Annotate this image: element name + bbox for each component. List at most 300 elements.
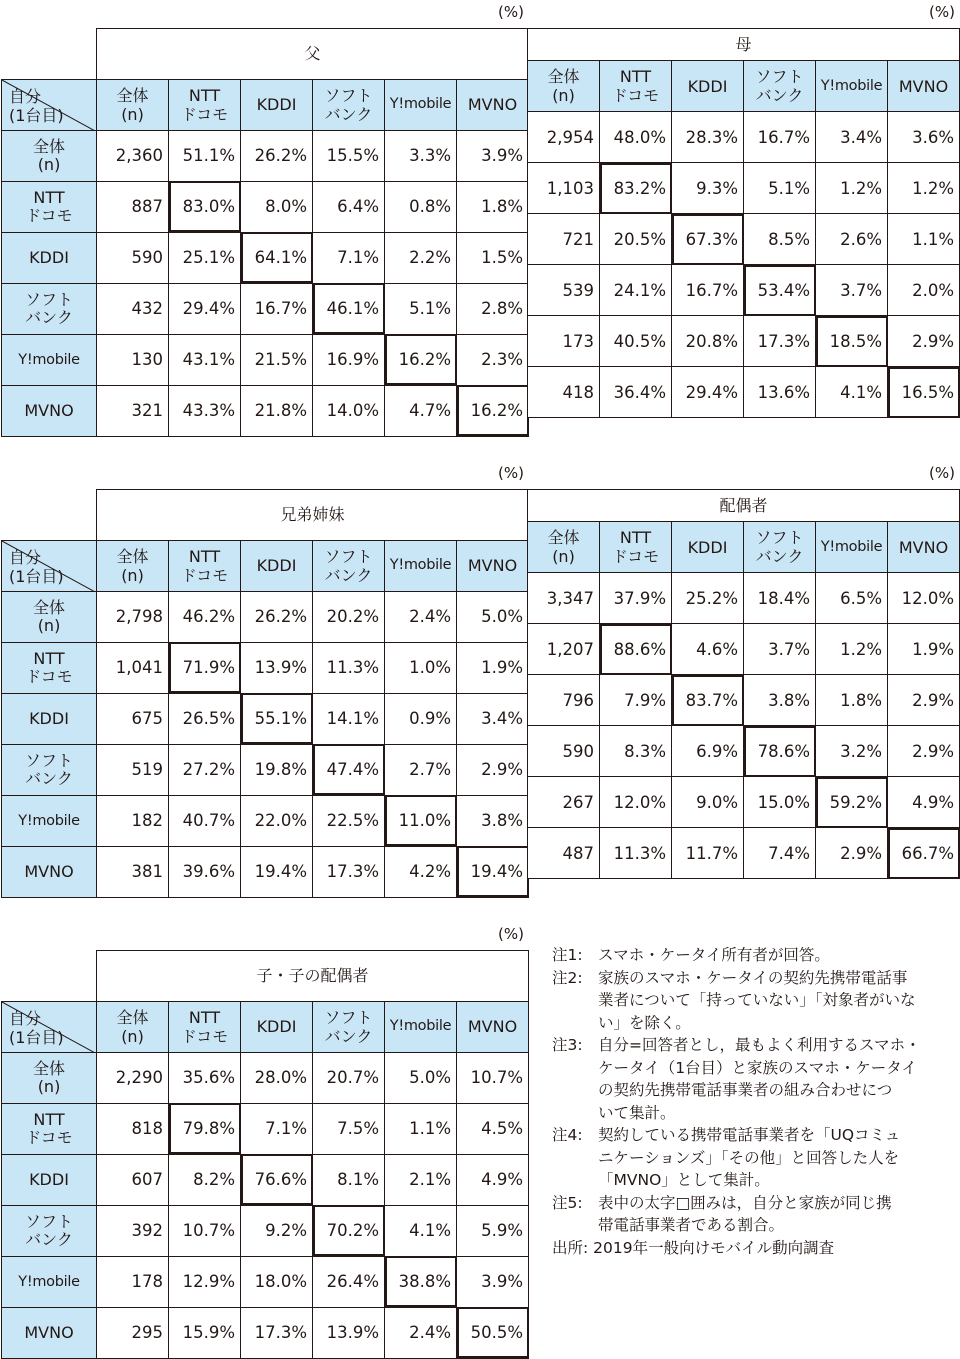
corner-label-line: (1台目) (9, 566, 64, 586)
data-cell: 2.3% (457, 334, 529, 385)
row-header (2, 642, 97, 693)
row-header-line: KDDI (29, 1169, 69, 1189)
column-header-line: バンク (324, 104, 373, 124)
column-header (528, 522, 600, 573)
data-cell: 173 (528, 316, 600, 367)
data-cell: 3.7% (744, 624, 816, 675)
table-row (528, 265, 960, 316)
row-header (2, 1103, 97, 1154)
matrix-table (527, 28, 960, 418)
data-cell: 2.7% (385, 744, 457, 795)
data-cell: 26.4% (313, 1256, 385, 1307)
data-cell: 28.3% (672, 112, 744, 163)
blank-cell (2, 490, 97, 541)
note-text: 自分=回答者とし，最もよく利用するスマホ・ (598, 1036, 921, 1054)
unit-label: (%) (498, 3, 524, 21)
data-cell: 1,103 (528, 163, 600, 214)
data-cell: 15.9% (169, 1307, 241, 1358)
data-cell: 43.1% (169, 334, 241, 385)
data-cell: 721 (528, 214, 600, 265)
data-cell: 21.8% (241, 385, 313, 436)
corner-label-line: (1台目) (9, 105, 64, 125)
corner-header (2, 79, 97, 130)
data-cell: 20.5% (600, 214, 672, 265)
data-cell: 1,207 (528, 624, 600, 675)
row-header-line: Y!mobile (18, 351, 80, 368)
data-cell: 295 (97, 1307, 169, 1358)
row-header-line: MVNO (24, 1322, 74, 1342)
data-cell: 6.5% (816, 573, 888, 624)
corner-label-line: 自分 (9, 547, 42, 567)
data-cell: 5.0% (385, 1052, 457, 1103)
table-row (2, 795, 529, 846)
row-header (2, 744, 97, 795)
column-header-line: ドコモ (611, 547, 660, 566)
column-header (241, 1001, 313, 1052)
data-cell: 20.7% (313, 1052, 385, 1103)
data-cell: 0.9% (385, 693, 457, 744)
data-cell: 46.2% (169, 591, 241, 642)
note-text: 表中の太字□囲みは，自分と家族が同じ携 (598, 1193, 892, 1212)
column-header-line: ドコモ (180, 565, 229, 585)
data-cell: 17.3% (241, 1307, 313, 1358)
highlighted-cell: 64.1% (241, 232, 313, 283)
highlighted-cell: 16.2% (457, 385, 529, 436)
highlighted-cell: 18.5% (816, 316, 888, 367)
highlighted-cell: 71.9% (169, 642, 241, 693)
column-header-line: ドコモ (611, 86, 660, 105)
table-row (528, 316, 960, 367)
column-header-line: NTT (619, 528, 652, 547)
note-text: 契約している携帯電話事業者を「UQコミュ (598, 1126, 901, 1144)
data-cell: 13.9% (241, 642, 313, 693)
data-cell: 2,954 (528, 112, 600, 163)
row-header (2, 1205, 97, 1256)
data-cell: 4.1% (385, 1205, 457, 1256)
table-row (2, 334, 529, 385)
column-header (816, 522, 888, 573)
highlighted-cell: 70.2% (313, 1205, 385, 1256)
data-cell: 16.9% (313, 334, 385, 385)
table-row (528, 163, 960, 214)
column-header (672, 61, 744, 112)
column-header-line: (n) (121, 104, 144, 124)
data-cell: 22.5% (313, 795, 385, 846)
data-cell: 16.7% (744, 112, 816, 163)
table-row (2, 846, 529, 897)
column-header (672, 522, 744, 573)
column-header-line: バンク (324, 565, 373, 585)
table-row (2, 1052, 529, 1103)
data-cell: 3.4% (816, 112, 888, 163)
column-header-line: バンク (755, 86, 804, 105)
highlighted-cell: 83.7% (672, 675, 744, 726)
source-text: 出所: 2019年一般向けモバイル動向調査 (552, 1238, 835, 1257)
data-cell: 29.4% (169, 283, 241, 334)
column-header-line: (n) (552, 86, 575, 105)
data-cell: 539 (528, 265, 600, 316)
column-header (457, 540, 529, 591)
matrix-table (1, 950, 529, 1359)
table-row (2, 642, 529, 693)
data-cell: 43.3% (169, 385, 241, 436)
blank-cell (2, 951, 97, 1002)
note-item (552, 1124, 960, 1192)
row-header (2, 385, 97, 436)
column-header-line: NTT (188, 546, 221, 566)
unit-label: (%) (929, 3, 955, 21)
data-cell: 1.2% (816, 624, 888, 675)
column-header-line: KDDI (256, 1017, 297, 1036)
row-header-line: NTT (33, 648, 65, 668)
row-header-line: NTT (33, 1109, 65, 1129)
column-header (97, 1001, 169, 1052)
data-cell: 2.2% (385, 232, 457, 283)
highlighted-cell: 47.4% (313, 744, 385, 795)
column-header (313, 79, 385, 130)
data-cell: 8.2% (169, 1154, 241, 1205)
data-cell: 130 (97, 334, 169, 385)
highlighted-cell: 67.3% (672, 214, 744, 265)
data-cell: 35.6% (169, 1052, 241, 1103)
table-row (2, 283, 529, 334)
data-cell: 16.7% (672, 265, 744, 316)
row-header-line: Y!mobile (18, 1273, 80, 1290)
column-header-line: NTT (188, 85, 221, 105)
data-cell: 2.4% (385, 1307, 457, 1358)
row-header (2, 795, 97, 846)
table-row (528, 828, 960, 879)
row-header-line: MVNO (24, 400, 74, 420)
table-row (528, 573, 960, 624)
column-header-line: Y!mobile (389, 96, 452, 112)
column-header-line: ソフト (324, 1007, 373, 1027)
data-cell: 26.2% (241, 591, 313, 642)
highlighted-cell: 78.6% (744, 726, 816, 777)
note-text: 帯電話事業者である割合。 (598, 1216, 785, 1234)
corner-label (9, 548, 64, 586)
data-cell: 432 (97, 283, 169, 334)
row-header-line: 全体 (32, 136, 65, 156)
data-cell: 14.1% (313, 693, 385, 744)
data-cell: 17.3% (744, 316, 816, 367)
table-row (2, 181, 529, 232)
data-cell: 590 (528, 726, 600, 777)
highlighted-cell: 16.2% (385, 334, 457, 385)
data-cell: 22.0% (241, 795, 313, 846)
data-cell: 2.1% (385, 1154, 457, 1205)
data-cell: 9.2% (241, 1205, 313, 1256)
column-header-line: ソフト (324, 546, 373, 566)
data-cell: 2,798 (97, 591, 169, 642)
highlighted-cell: 83.0% (169, 181, 241, 232)
column-header (385, 79, 457, 130)
data-cell: 4.6% (672, 624, 744, 675)
column-header-line: ソフト (324, 85, 373, 105)
column-header (744, 61, 816, 112)
data-cell: 15.0% (744, 777, 816, 828)
data-cell: 3.9% (457, 1256, 529, 1307)
data-cell: 40.7% (169, 795, 241, 846)
data-cell: 7.9% (600, 675, 672, 726)
highlighted-cell: 16.5% (888, 367, 960, 418)
data-cell: 10.7% (169, 1205, 241, 1256)
column-header (528, 61, 600, 112)
data-cell: 9.3% (672, 163, 744, 214)
data-cell: 3.8% (744, 675, 816, 726)
row-header (2, 591, 97, 642)
data-cell: 21.5% (241, 334, 313, 385)
note-text: スマホ・ケータイ所有者が回答。 (598, 946, 830, 964)
data-cell: 37.9% (600, 573, 672, 624)
row-header-line: ドコモ (25, 205, 73, 225)
table-title: 母 (528, 29, 960, 61)
row-header-line: KDDI (29, 247, 69, 267)
row-header-line: バンク (25, 307, 73, 327)
data-cell: 3,347 (528, 573, 600, 624)
table-row (2, 232, 529, 283)
column-header (313, 540, 385, 591)
data-cell: 4.1% (816, 367, 888, 418)
row-header (2, 1307, 97, 1358)
column-header-line: KDDI (256, 95, 297, 114)
highlighted-cell: 38.8% (385, 1256, 457, 1307)
data-cell: 18.0% (241, 1256, 313, 1307)
data-cell: 0.8% (385, 181, 457, 232)
column-header-line: MVNO (467, 95, 518, 114)
note-key: 注1: (552, 946, 583, 964)
matrix-table (1, 28, 529, 437)
data-cell: 267 (528, 777, 600, 828)
data-cell: 2,360 (97, 130, 169, 181)
note-text: いて集計。 (598, 1103, 676, 1122)
data-cell: 418 (528, 367, 600, 418)
data-cell: 17.3% (313, 846, 385, 897)
data-cell: 5.1% (385, 283, 457, 334)
data-cell: 2.8% (457, 283, 529, 334)
table-row (2, 1154, 529, 1205)
data-cell: 39.6% (169, 846, 241, 897)
table-title: 子・子の配偶者 (97, 951, 529, 1002)
data-cell: 1.1% (888, 214, 960, 265)
data-cell: 3.6% (888, 112, 960, 163)
data-cell: 14.0% (313, 385, 385, 436)
data-cell: 11.3% (600, 828, 672, 879)
unit-label: (%) (498, 464, 524, 482)
row-header (2, 232, 97, 283)
table-row (2, 385, 529, 436)
data-cell: 675 (97, 693, 169, 744)
row-header (2, 283, 97, 334)
data-cell: 2.9% (888, 675, 960, 726)
table-row (528, 675, 960, 726)
corner-label (9, 1009, 64, 1047)
column-header-line: NTT (188, 1007, 221, 1027)
data-cell: 26.2% (241, 130, 313, 181)
data-cell: 5.0% (457, 591, 529, 642)
row-header-line: ソフト (24, 289, 73, 309)
data-cell: 16.7% (241, 283, 313, 334)
data-cell: 2.9% (888, 726, 960, 777)
data-cell: 8.0% (241, 181, 313, 232)
column-header-line: Y!mobile (389, 557, 452, 573)
data-cell: 796 (528, 675, 600, 726)
column-header (600, 522, 672, 573)
data-cell: 1,041 (97, 642, 169, 693)
highlighted-cell: 88.6% (600, 624, 672, 675)
column-header (169, 79, 241, 130)
data-cell: 3.2% (816, 726, 888, 777)
data-cell: 7.4% (744, 828, 816, 879)
data-cell: 321 (97, 385, 169, 436)
data-cell: 7.1% (241, 1103, 313, 1154)
data-cell: 10.7% (457, 1052, 529, 1103)
data-cell: 818 (97, 1103, 169, 1154)
row-header (2, 1052, 97, 1103)
column-header-line: 全体 (547, 67, 580, 86)
table-row (528, 624, 960, 675)
highlighted-cell: 11.0% (385, 795, 457, 846)
column-header-line: ソフト (755, 528, 804, 547)
data-cell: 1.8% (457, 181, 529, 232)
data-cell: 20.8% (672, 316, 744, 367)
column-header-line: 全体 (116, 546, 149, 566)
corner-label-line: 自分 (9, 1008, 42, 1028)
data-cell: 7.1% (313, 232, 385, 283)
row-header-line: ソフト (24, 1211, 73, 1231)
row-header (2, 846, 97, 897)
column-header (888, 61, 960, 112)
data-cell: 11.3% (313, 642, 385, 693)
row-header-line: MVNO (24, 861, 74, 881)
column-header-line: MVNO (898, 537, 949, 557)
data-cell: 8.5% (744, 214, 816, 265)
column-header (97, 79, 169, 130)
row-header-line: KDDI (29, 708, 69, 728)
data-cell: 25.1% (169, 232, 241, 283)
data-cell: 3.8% (457, 795, 529, 846)
data-cell: 7.5% (313, 1103, 385, 1154)
column-header (97, 540, 169, 591)
row-header-line: 全体 (32, 1058, 65, 1078)
data-cell: 12.0% (600, 777, 672, 828)
data-cell: 887 (97, 181, 169, 232)
row-header-line: ドコモ (25, 1127, 73, 1147)
matrix-table (527, 489, 960, 879)
data-cell: 6.4% (313, 181, 385, 232)
data-cell: 4.7% (385, 385, 457, 436)
data-cell: 178 (97, 1256, 169, 1307)
column-header-line: (n) (121, 1026, 144, 1046)
corner-header (2, 540, 97, 591)
column-header (385, 540, 457, 591)
data-cell: 48.0% (600, 112, 672, 163)
data-cell: 590 (97, 232, 169, 283)
matrix-table (1, 489, 529, 898)
data-cell: 392 (97, 1205, 169, 1256)
blank-cell (2, 29, 97, 80)
note-key: 注4: (552, 1126, 583, 1144)
row-header-line: バンク (25, 1229, 73, 1249)
column-header-line: 全体 (547, 528, 580, 547)
data-cell: 1.5% (457, 232, 529, 283)
data-cell: 1.9% (457, 642, 529, 693)
row-header-line: Y!mobile (18, 812, 80, 829)
highlighted-cell: 19.4% (457, 846, 529, 897)
column-header (385, 1001, 457, 1052)
note-text: ニケーションズ」「その他」と回答した人を (598, 1148, 900, 1167)
note-text: の契約先携帯電話事業者の組み合わせにつ (598, 1081, 893, 1099)
data-cell: 4.2% (385, 846, 457, 897)
row-header (2, 181, 97, 232)
data-cell: 29.4% (672, 367, 744, 418)
data-cell: 18.4% (744, 573, 816, 624)
data-cell: 3.3% (385, 130, 457, 181)
highlighted-cell: 83.2% (600, 163, 672, 214)
data-cell: 24.1% (600, 265, 672, 316)
corner-label-line: (1台目) (9, 1027, 64, 1047)
data-cell: 12.0% (888, 573, 960, 624)
data-cell: 40.5% (600, 316, 672, 367)
highlighted-cell: 59.2% (816, 777, 888, 828)
data-cell: 519 (97, 744, 169, 795)
column-header-line: (n) (121, 565, 144, 585)
data-cell: 6.9% (672, 726, 744, 777)
column-header-line: ソフト (755, 67, 804, 86)
data-cell: 13.9% (313, 1307, 385, 1358)
data-cell: 2,290 (97, 1052, 169, 1103)
data-cell: 19.8% (241, 744, 313, 795)
column-header (888, 522, 960, 573)
row-header-line: 全体 (32, 597, 65, 617)
data-cell: 13.6% (744, 367, 816, 418)
corner-label (9, 87, 64, 125)
note-text: ケータイ（1台目）と家族のスマホ・ケータイ (598, 1058, 917, 1077)
note-text: 「MVNO」として集計。 (598, 1171, 770, 1189)
data-cell: 2.4% (385, 591, 457, 642)
column-header-line: Y!mobile (820, 77, 883, 94)
data-cell: 2.9% (888, 316, 960, 367)
table-row (2, 130, 529, 181)
table-row (2, 693, 529, 744)
note-key: 注5: (552, 1193, 583, 1212)
unit-label: (%) (498, 925, 524, 943)
row-header (2, 1256, 97, 1307)
highlighted-cell: 76.6% (241, 1154, 313, 1205)
data-cell: 3.7% (816, 265, 888, 316)
data-cell: 19.4% (241, 846, 313, 897)
data-cell: 2.0% (888, 265, 960, 316)
row-header-line: NTT (33, 187, 65, 207)
row-header-line: (n) (37, 154, 61, 174)
column-header-line: Y!mobile (820, 538, 883, 555)
corner-label-line: 自分 (9, 86, 42, 106)
data-cell: 27.2% (169, 744, 241, 795)
data-cell: 1.1% (385, 1103, 457, 1154)
data-cell: 25.2% (672, 573, 744, 624)
data-cell: 1.0% (385, 642, 457, 693)
row-header (2, 334, 97, 385)
table-row (528, 726, 960, 777)
column-header-line: KDDI (256, 556, 297, 575)
note-text: 家族のスマホ・ケータイの契約先携帯電話事 (598, 968, 908, 987)
note-text: い」を除く。 (598, 1013, 691, 1032)
column-header-line: Y!mobile (389, 1018, 452, 1034)
note-text: 業者について「持っていない」「対象者がいな (598, 991, 916, 1009)
data-cell: 51.1% (169, 130, 241, 181)
data-cell: 20.2% (313, 591, 385, 642)
data-cell: 3.9% (457, 130, 529, 181)
